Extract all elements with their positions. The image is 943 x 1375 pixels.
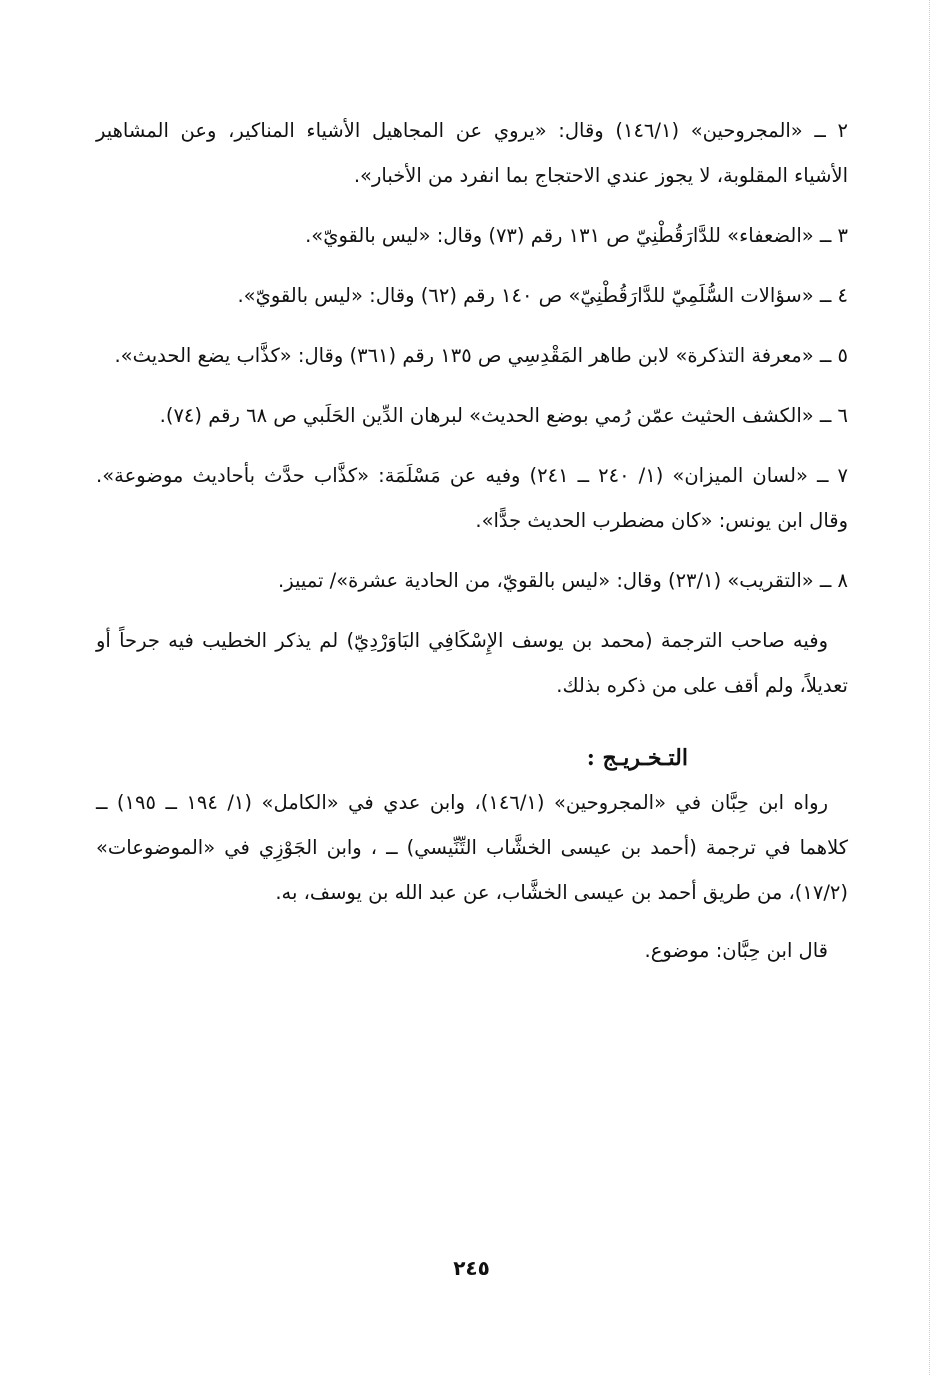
entry-text: «معرفة التذكرة» لابن طاهر المَقْدِسِي ص ١٣٥ رقم (٣٦١) وقال: «كذَّاب يضع الحديث». [114,344,814,367]
takhrij-heading: التـخـريـج : [586,745,688,771]
page-number: ٢٤٥ [453,1256,490,1280]
entry-separator: ــ [814,119,826,142]
entry-number: ٥ [837,344,848,367]
source-entry-4 [96,273,848,318]
takhrij-heading-row [96,736,848,780]
entry-text: «الكشف الحثيث عمّن رُمي بوضع الحديث» لبرهان الدِّين الحَلَبي ص ٦٨ رقم (٧٤). [159,404,814,427]
source-entry-7 [96,453,848,543]
entry-number: ٧ [837,464,849,487]
entry-text: «المجروحين» (١٤٦/١) وقال: «يروي عن المجاهيل الأشياء المناكير، وعن المشاهير الأشياء المقلوبة، لا يجوز عندي الاحتجاج بما انفرد من الأخبار». [96,119,848,187]
source-entry-3 [96,213,848,258]
entry-number: ٨ [837,569,848,592]
verdict-line: قال ابن حِبَّان: موضوع. [644,939,828,962]
scan-edge-line [929,0,930,1375]
takhrij-paragraph: رواه ابن حِبَّان في «المجروحين» (١٤٦/١)، وابن عدي في «الكامل» (١/ ١٩٤ ــ ١٩٥) ــ كلاهما في ترجمة (أحمد بن عيسى الخشَّاب التِّنِّيسي) ــ ، وابن الجَوْزِي في «الموضوعات» (١٧/٢)، من طريق أحمد بن عيسى الخشَّاب، عن عبد الله بن يوسف، به. [96,791,848,904]
entry-number: ٤ [837,284,848,307]
source-entry-2 [96,108,848,198]
source-entry-8 [96,558,848,603]
entry-text: «سؤالات السُّلَمِيّ للدَّارَقُطْنِيّ» ص ١٤٠ رقم (٦٢) وقال: «ليس بالقويّ». [237,284,814,307]
entry-number: ٣ [837,224,848,247]
narrator-note: وفيه صاحب الترجمة (محمد بن يوسف الإِسْكَافِي البَاوَرْدِيّ) لم يذكر الخطيب فيه جرحاً أو تعديلاً، ولم أقف على من ذكره بذلك. [96,629,848,697]
entry-separator: ــ [819,344,832,367]
entry-separator: ــ [817,464,829,487]
entry-text: «الضعفاء» للدَّارَقُطْنِيّ ص ١٣١ رقم (٧٣) وقال: «ليس بالقويّ». [305,224,814,247]
entry-separator: ــ [819,404,832,427]
entry-separator: ــ [819,569,832,592]
entry-text: «لسان الميزان» (١/ ٢٤٠ ــ ٢٤١) وفيه عن مَسْلَمَة: «كذَّاب حدَّث بأحاديث موضوعة». وقال ابن يونس: «كان مضطرب الحديث جدًّا». [96,464,848,532]
source-entry-6 [96,393,848,438]
entry-number: ٦ [837,404,848,427]
entry-text: «التقريب» (٢٣/١) وقال: «ليس بالقويّ، من الحادية عشرة»/ تمييز. [278,569,814,592]
page-content [96,108,848,973]
source-entry-5 [96,333,848,378]
entry-number: ٢ [837,119,848,142]
entry-separator: ــ [819,284,832,307]
entry-separator: ــ [819,224,832,247]
